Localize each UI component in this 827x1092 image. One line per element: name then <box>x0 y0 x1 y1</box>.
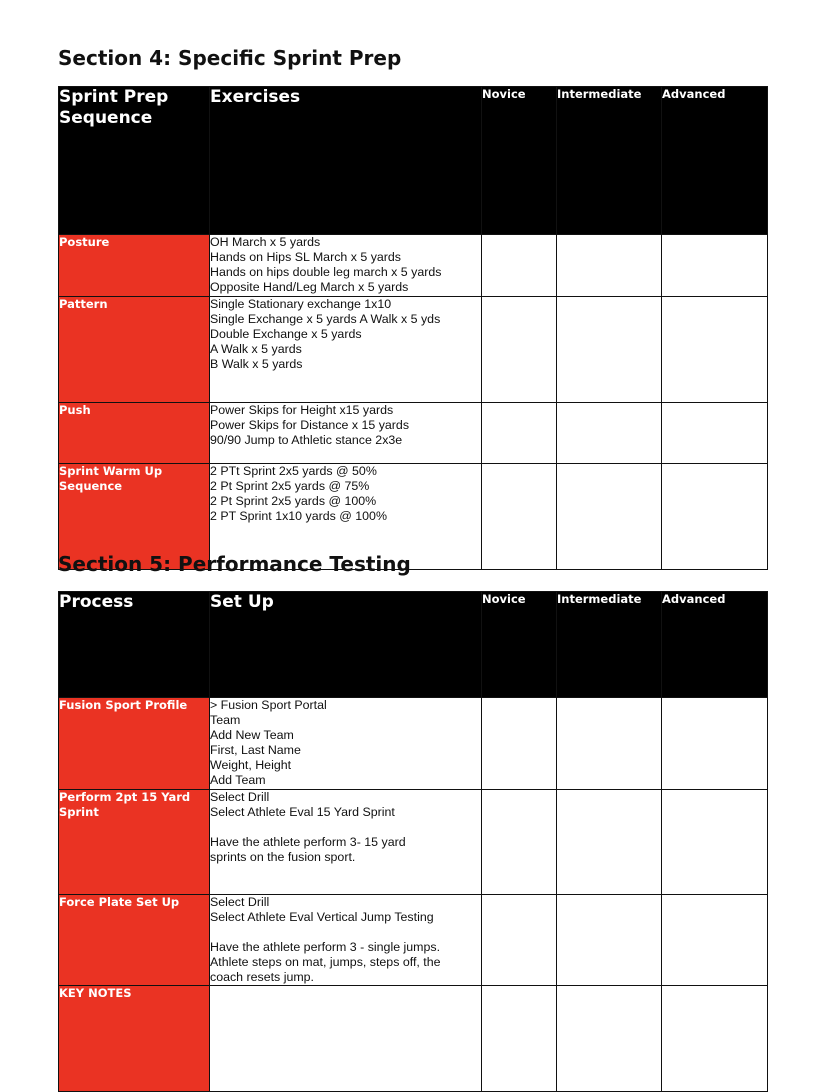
intermediate-cell[interactable] <box>557 698 662 790</box>
advanced-cell[interactable] <box>662 235 768 297</box>
row-content <box>210 698 482 790</box>
row-label: Fusion Sport Profile <box>59 698 210 790</box>
intermediate-cell[interactable] <box>557 790 662 895</box>
column-header-advanced: Advanced <box>662 87 768 235</box>
novice-cell[interactable] <box>482 464 557 570</box>
advanced-cell[interactable] <box>662 297 768 403</box>
novice-cell[interactable] <box>482 235 557 297</box>
intermediate-cell[interactable] <box>557 986 662 1092</box>
row-label: Force Plate Set Up <box>59 895 210 986</box>
table-row <box>59 403 768 464</box>
content-line: Team <box>210 713 241 727</box>
novice-cell[interactable] <box>482 297 557 403</box>
column-header-exercises: Exercises <box>210 87 482 235</box>
content-line: Select Athlete Eval Vertical Jump Testing <box>210 910 434 924</box>
intermediate-cell[interactable] <box>557 403 662 464</box>
novice-cell[interactable] <box>482 986 557 1092</box>
line-spacer <box>210 925 481 940</box>
table-row <box>59 986 768 1092</box>
table-row <box>59 895 768 986</box>
content-line: 2 Pt Sprint 2x5 yards @ 75% <box>210 479 370 493</box>
row-content <box>210 790 482 895</box>
performance-testing-table <box>58 591 768 1092</box>
advanced-cell[interactable] <box>662 464 768 570</box>
content-line: Double Exchange x 5 yards <box>210 327 362 341</box>
content-line: Power Skips for Distance x 15 yards <box>210 418 410 432</box>
column-header-sequence: Sprint Prep Sequence <box>59 87 210 235</box>
row-label: Sprint Warm Up Sequence <box>59 464 210 570</box>
row-content <box>210 986 482 1092</box>
row-label: Posture <box>59 235 210 297</box>
row-content <box>210 403 482 464</box>
content-line: OH March x 5 yards <box>210 235 321 249</box>
content-line: Single Stationary exchange 1x10 <box>210 297 392 311</box>
content-line: Athlete steps on mat, jumps, steps off, the <box>210 955 441 969</box>
content-line: Weight, Height <box>210 758 292 772</box>
content-line: Add New Team <box>210 728 294 742</box>
content-line: Hands on Hips SL March x 5 yards <box>210 250 401 264</box>
column-header-intermediate: Intermediate <box>557 87 662 235</box>
line-spacer <box>210 820 481 835</box>
intermediate-cell[interactable] <box>557 235 662 297</box>
table-row <box>59 790 768 895</box>
content-line: 90/90 Jump to Athletic stance 2x3e <box>210 433 403 447</box>
advanced-cell[interactable] <box>662 403 768 464</box>
row-label: Pattern <box>59 297 210 403</box>
intermediate-cell[interactable] <box>557 464 662 570</box>
content-line: Hands on hips double leg march x 5 yards <box>210 265 442 279</box>
content-line: Add Team <box>210 773 266 787</box>
table-row <box>59 235 768 297</box>
row-label: KEY NOTES <box>59 986 210 1092</box>
advanced-cell[interactable] <box>662 895 768 986</box>
novice-cell[interactable] <box>482 895 557 986</box>
content-line: sprints on the fusion sport. <box>210 850 356 864</box>
advanced-cell[interactable] <box>662 986 768 1092</box>
row-content <box>210 297 482 403</box>
row-label: Push <box>59 403 210 464</box>
content-line: Have the athlete perform 3 - single jumps. <box>210 940 441 954</box>
column-header-setup: Set Up <box>210 592 482 698</box>
table-header-row <box>59 592 768 698</box>
content-line: First, Last Name <box>210 743 301 757</box>
section-5-title: Section 5: Performance Testing <box>58 552 411 576</box>
content-line: Have the athlete perform 3- 15 yard <box>210 835 406 849</box>
content-line: A Walk x 5 yards <box>210 342 302 356</box>
content-line: Select Athlete Eval 15 Yard Sprint <box>210 805 395 819</box>
content-line: > Fusion Sport Portal <box>210 698 327 712</box>
advanced-cell[interactable] <box>662 698 768 790</box>
intermediate-cell[interactable] <box>557 297 662 403</box>
table-row <box>59 698 768 790</box>
content-line: 2 PT Sprint 1x10 yards @ 100% <box>210 509 387 523</box>
table-row <box>59 297 768 403</box>
content-line: 2 PTt Sprint 2x5 yards @ 50% <box>210 464 377 478</box>
content-line: coach resets jump. <box>210 970 314 984</box>
content-line: 2 Pt Sprint 2x5 yards @ 100% <box>210 494 377 508</box>
row-content <box>210 235 482 297</box>
novice-cell[interactable] <box>482 698 557 790</box>
column-header-novice: Novice <box>482 592 557 698</box>
content-line: Select Drill <box>210 895 270 909</box>
novice-cell[interactable] <box>482 403 557 464</box>
content-line: B Walk x 5 yards <box>210 357 303 371</box>
content-line: Select Drill <box>210 790 270 804</box>
section-4-title: Section 4: Specific Sprint Prep <box>58 46 402 70</box>
column-header-advanced: Advanced <box>662 592 768 698</box>
column-header-novice: Novice <box>482 87 557 235</box>
content-line: Power Skips for Height x15 yards <box>210 403 394 417</box>
sprint-prep-table <box>58 86 768 570</box>
row-label: Perform 2pt 15 Yard Sprint <box>59 790 210 895</box>
intermediate-cell[interactable] <box>557 895 662 986</box>
table-header-row <box>59 87 768 235</box>
novice-cell[interactable] <box>482 790 557 895</box>
column-header-process: Process <box>59 592 210 698</box>
content-line: Single Exchange x 5 yards A Walk x 5 yds <box>210 312 441 326</box>
advanced-cell[interactable] <box>662 790 768 895</box>
row-content <box>210 895 482 986</box>
column-header-intermediate: Intermediate <box>557 592 662 698</box>
content-line: Opposite Hand/Leg March x 5 yards <box>210 280 409 294</box>
